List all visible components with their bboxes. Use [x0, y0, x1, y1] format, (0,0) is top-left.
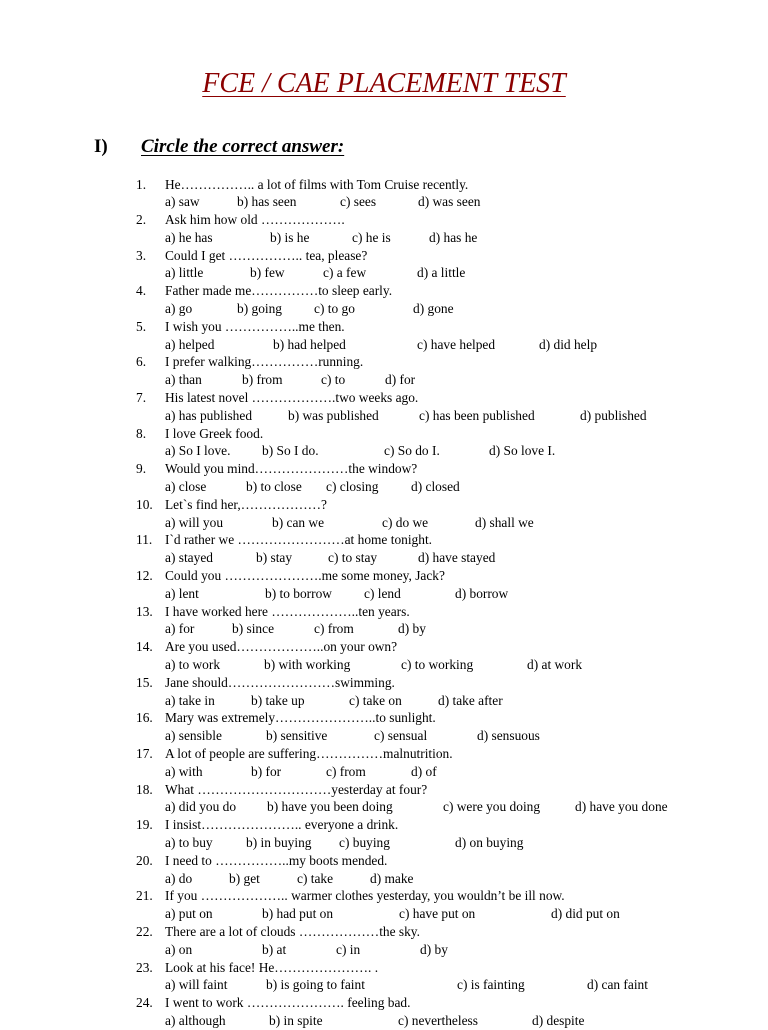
options-row [136, 692, 768, 710]
question-22 [136, 923, 768, 941]
answer-option-c[interactable]: c) buying [339, 834, 390, 850]
options-row [136, 407, 768, 425]
question-text: I insist………………….. everyone a drink. [165, 817, 399, 833]
answer-option-c[interactable]: c) have helped [417, 336, 496, 352]
answer-option-d[interactable]: d) by [420, 941, 448, 957]
answer-option-d[interactable]: d) a little [417, 265, 466, 281]
answer-option-c[interactable]: c) to stay [328, 550, 378, 566]
question-number: 10. [136, 496, 153, 512]
question-17 [136, 745, 768, 763]
question-text: I have worked here ………………..ten years. [165, 603, 410, 619]
question-number: 22. [136, 923, 153, 939]
question-24 [136, 994, 768, 1012]
question-number: 16. [136, 710, 153, 726]
options-row [136, 193, 768, 211]
answer-option-a[interactable]: a) has published [165, 407, 253, 423]
answer-option-c[interactable]: c) he is [352, 229, 391, 245]
question-number: 4. [136, 283, 147, 299]
answer-option-b[interactable]: b) is he [270, 229, 310, 245]
answer-option-d[interactable]: d) on buying [455, 834, 524, 850]
question-number: 9. [136, 461, 147, 477]
answer-option-b[interactable]: b) is going to faint [266, 977, 365, 993]
answer-option-a[interactable]: a) do [165, 870, 193, 886]
question-text: I`d rather we ……………………at home tonight. [165, 532, 433, 548]
answer-option-d[interactable]: d) of [411, 763, 437, 779]
question-number: 21. [136, 888, 153, 904]
answer-option-d[interactable]: d) at work [527, 657, 583, 673]
answer-option-a[interactable]: a) lent [165, 585, 199, 601]
answer-option-a[interactable]: a) take in [165, 692, 215, 708]
options-row [136, 976, 768, 994]
answer-option-d[interactable]: d) has he [429, 229, 478, 245]
answer-option-b[interactable]: b) with working [264, 657, 351, 673]
question-text: Father made me……………to sleep early. [165, 283, 393, 299]
question-20 [136, 852, 768, 870]
answer-option-a[interactable]: a) saw [165, 194, 200, 210]
answer-option-d[interactable]: d) for [385, 372, 416, 388]
options-row [136, 727, 768, 745]
answer-option-c[interactable]: c) take on [349, 692, 402, 708]
answer-option-d[interactable]: d) So love I. [489, 443, 556, 459]
answer-option-d[interactable]: d) closed [411, 479, 460, 495]
answer-option-a[interactable]: a) will faint [165, 977, 228, 993]
options-row [136, 798, 768, 816]
question-text: I went to work …………………. feeling bad. [165, 995, 411, 1011]
answer-option-a[interactable]: a) he has [165, 229, 213, 245]
question-21 [136, 887, 768, 905]
options-row [136, 834, 768, 852]
answer-option-c[interactable]: c) from [326, 763, 366, 779]
answer-option-c[interactable]: c) sensual [374, 728, 428, 744]
question-text: He…………….. a lot of films with Tom Cruise recently. [165, 176, 469, 192]
answer-option-d[interactable]: d) gone [413, 301, 454, 317]
question-1 [136, 176, 768, 194]
answer-option-c[interactable]: c) were you doing [443, 799, 541, 815]
section-number: I) [94, 136, 108, 157]
options-row [136, 905, 768, 923]
question-9 [136, 460, 768, 478]
options-row [136, 442, 768, 460]
answer-option-b[interactable]: b) to borrow [265, 585, 332, 601]
question-12 [136, 567, 768, 585]
answer-option-b[interactable]: b) So I do. [262, 443, 319, 459]
options-row [136, 371, 768, 389]
answer-option-a[interactable]: a) with [165, 763, 203, 779]
answer-option-c[interactable]: c) from [314, 621, 354, 637]
question-text: Ask him how old ………………. [165, 212, 345, 228]
question-number: 18. [136, 781, 153, 797]
question-19 [136, 816, 768, 834]
answer-option-d[interactable]: d) was seen [418, 194, 481, 210]
answer-option-c[interactable]: c) has been published [419, 407, 535, 423]
question-13 [136, 603, 768, 621]
answer-option-c[interactable]: c) So do I. [384, 443, 440, 459]
question-number: 24. [136, 995, 153, 1011]
answer-option-b[interactable]: b) to close [246, 479, 302, 495]
answer-option-a[interactable]: a) for [165, 621, 195, 637]
answer-option-c[interactable]: c) sees [340, 194, 377, 210]
answer-option-b[interactable]: b) stay [256, 550, 293, 566]
options-row [136, 763, 768, 781]
question-number: 6. [136, 354, 147, 370]
question-number: 2. [136, 212, 147, 228]
options-row [136, 264, 768, 282]
question-text: Could I get …………….. tea, please? [165, 247, 368, 263]
question-number: 3. [136, 247, 147, 263]
question-text: I prefer walking……………running. [165, 354, 364, 370]
answer-option-a[interactable]: a) So I love. [165, 443, 231, 459]
question-number: 7. [136, 390, 147, 406]
question-10 [136, 496, 768, 514]
question-text: I need to ……………..my boots mended. [165, 852, 388, 868]
answer-option-d[interactable]: d) shall we [475, 514, 534, 530]
answer-option-b[interactable]: b) get [229, 870, 260, 886]
answer-option-c[interactable]: c) to [321, 372, 346, 388]
question-14 [136, 638, 768, 656]
question-text: What …………………………yesterday at four? [165, 781, 428, 797]
answer-option-b[interactable]: b) have you been doing [267, 799, 393, 815]
question-text: A lot of people are suffering……………malnutrition. [165, 746, 453, 761]
answer-option-c[interactable]: c) have put on [399, 906, 476, 922]
answer-option-d[interactable]: d) did put on [551, 906, 620, 922]
options-row [136, 300, 768, 318]
answer-option-d[interactable]: d) did help [539, 336, 598, 352]
answer-option-c[interactable]: c) take [297, 870, 334, 886]
question-text: Mary was extremely…………………..to sunlight. [165, 710, 436, 726]
question-text: Are you used………………..on your own? [165, 639, 398, 655]
answer-option-d[interactable]: d) can faint [587, 977, 648, 993]
answer-option-b[interactable]: b) sensitive [266, 728, 328, 744]
question-4 [136, 282, 768, 300]
options-row [136, 870, 768, 888]
answer-option-a[interactable]: a) did you do [165, 799, 237, 815]
answer-option-d[interactable]: d) sensuous [477, 728, 540, 744]
section-title: Circle the correct answer: [141, 136, 345, 157]
question-number: 14. [136, 639, 153, 655]
answer-option-b[interactable]: b) had put on [262, 906, 334, 922]
answer-option-a[interactable]: a) than [165, 372, 202, 388]
question-16 [136, 709, 768, 727]
question-2 [136, 211, 768, 229]
answer-option-c[interactable]: c) is fainting [457, 977, 525, 993]
question-number: 11. [136, 532, 153, 548]
question-number: 17. [136, 746, 153, 761]
question-text: If you ……………….. warmer clothes yesterday, you wouldn’t be ill now. [165, 888, 565, 904]
answer-option-a[interactable]: a) little [165, 265, 204, 281]
question-number: 23. [136, 959, 153, 975]
answer-option-a[interactable]: a) close [165, 479, 207, 495]
answer-option-c[interactable]: c) a few [323, 265, 367, 281]
answer-option-a[interactable]: a) go [165, 301, 193, 317]
question-text: I wish you ……………..me then. [165, 318, 345, 334]
answer-option-a[interactable]: a) sensible [165, 728, 222, 744]
answer-option-a[interactable]: a) to buy [165, 834, 213, 850]
answer-option-a[interactable]: a) to work [165, 657, 221, 673]
answer-option-c[interactable]: c) nevertheless [398, 1012, 478, 1028]
question-text: There are a lot of clouds ………………the sky. [165, 923, 420, 939]
answer-option-b[interactable]: b) few [250, 265, 285, 281]
options-row [136, 1012, 768, 1030]
question-number: 8. [136, 425, 147, 441]
answer-option-a[interactable]: a) put on [165, 906, 213, 922]
question-text: Look at his face! He…………………. . [165, 959, 379, 975]
answer-option-c[interactable]: c) closing [326, 479, 379, 495]
answer-option-b[interactable]: b) can we [272, 514, 325, 530]
question-18 [136, 781, 768, 799]
question-8 [136, 425, 768, 443]
answer-option-c[interactable]: c) to go [314, 301, 355, 317]
question-text: Let`s find her,………………? [165, 496, 327, 512]
question-7 [136, 389, 768, 407]
options-row [136, 941, 768, 959]
answer-option-b[interactable]: b) had helped [273, 336, 346, 352]
options-row [136, 336, 768, 354]
question-text: Could you ………………….me some money, Jack? [165, 568, 445, 584]
question-6 [136, 353, 768, 371]
answer-option-b[interactable]: b) from [242, 372, 283, 388]
question-text: Would you mind…………………the window? [165, 461, 418, 477]
question-number: 1. [136, 176, 147, 192]
options-row [136, 585, 768, 603]
question-23 [136, 959, 768, 977]
options-row [136, 620, 768, 638]
question-number: 13. [136, 603, 153, 619]
answer-option-d[interactable]: d) published [580, 407, 647, 423]
question-15 [136, 674, 768, 692]
answer-option-d[interactable]: d) have stayed [418, 550, 496, 566]
answer-option-b[interactable]: b) was published [288, 407, 379, 423]
question-number: 19. [136, 817, 153, 833]
answer-option-b[interactable]: b) since [232, 621, 275, 637]
answer-option-c[interactable]: c) do we [382, 514, 429, 530]
question-number: 20. [136, 852, 153, 868]
answer-option-b[interactable]: b) in spite [269, 1012, 323, 1028]
answer-option-d[interactable]: d) have you done [575, 799, 668, 815]
answer-option-a[interactable]: a) helped [165, 336, 215, 352]
answer-option-d[interactable]: d) by [398, 621, 426, 637]
answer-option-b[interactable]: b) at [262, 941, 287, 957]
question-text: I love Greek food. [165, 425, 264, 441]
question-list [136, 176, 768, 1030]
answer-option-b[interactable]: b) going [237, 301, 283, 317]
answer-option-a[interactable]: a) will you [165, 514, 224, 530]
options-row [136, 514, 768, 532]
answer-option-d[interactable]: d) borrow [455, 585, 509, 601]
question-number: 15. [136, 674, 153, 690]
page-title: FCE / CAE PLACEMENT TEST [202, 68, 566, 99]
question-5 [136, 318, 768, 336]
answer-option-a[interactable]: a) stayed [165, 550, 213, 566]
question-number: 5. [136, 318, 147, 334]
answer-option-d[interactable]: d) despite [532, 1012, 585, 1028]
options-row [136, 478, 768, 496]
answer-option-c[interactable]: c) to working [401, 657, 474, 673]
question-number: 12. [136, 568, 153, 584]
answer-option-b[interactable]: b) for [251, 763, 282, 779]
answer-option-b[interactable]: b) in buying [246, 834, 312, 850]
options-row [136, 656, 768, 674]
answer-option-c[interactable]: c) lend [364, 585, 401, 601]
answer-option-b[interactable]: b) has seen [237, 194, 297, 210]
answer-option-a[interactable]: a) although [165, 1012, 226, 1028]
question-11 [136, 531, 768, 549]
options-row [136, 549, 768, 567]
answer-option-d[interactable]: d) make [370, 870, 414, 886]
answer-option-c[interactable]: c) in [336, 941, 361, 957]
question-text: His latest novel ……………….two weeks ago. [165, 390, 419, 406]
answer-option-b[interactable]: b) take up [251, 692, 305, 708]
options-row [136, 229, 768, 247]
question-text: Jane should……………………swimming. [165, 674, 395, 690]
answer-option-d[interactable]: d) take after [438, 692, 503, 708]
question-3 [136, 247, 768, 265]
answer-option-a[interactable]: a) on [165, 941, 193, 957]
